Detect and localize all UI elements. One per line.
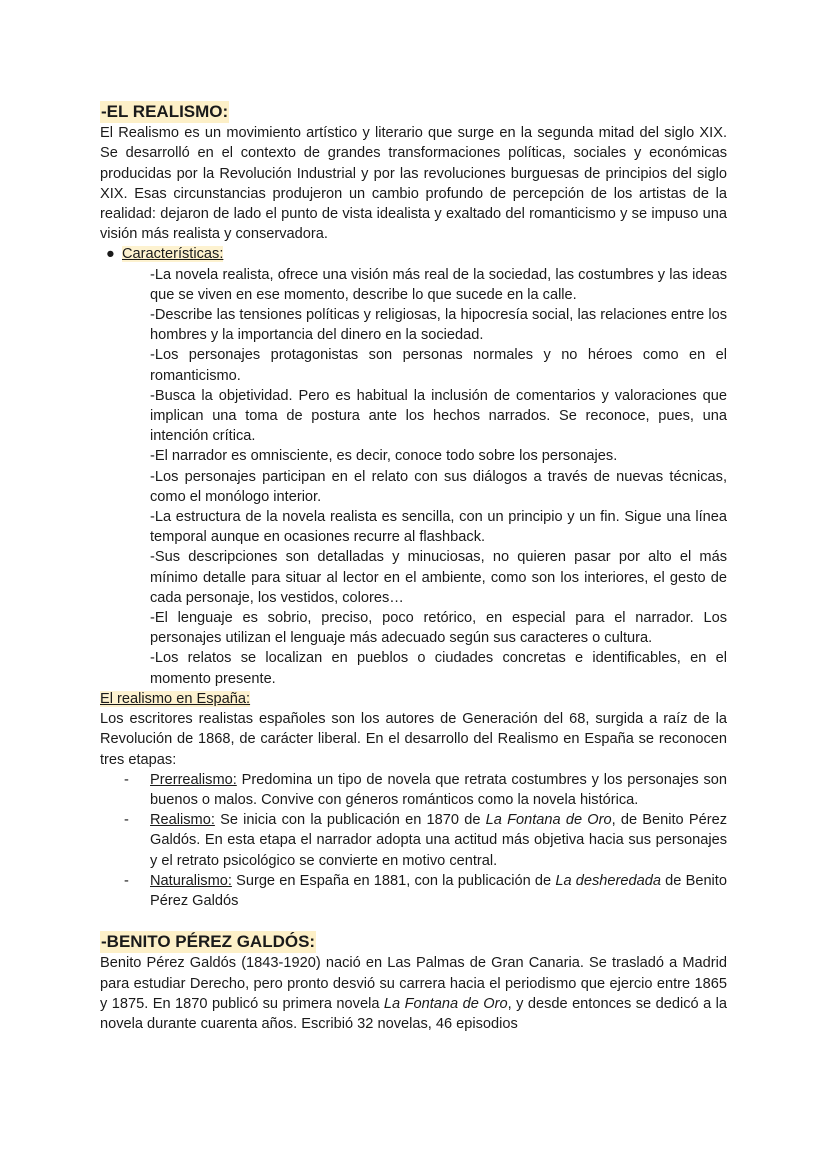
etapa-item: - Naturalismo: Surge en España en 1881, con la publicación de La desheredada de Benito Pérez Galdós: [124, 872, 727, 909]
list-item: -La estructura de la novela realista es sencilla, con un principio y un fin. Sigue una línea temporal aunque en ocasiones recurre al flashback.: [150, 509, 727, 546]
caracteristicas-label: Características:: [122, 246, 224, 263]
list-item: -Los relatos se localizan en pueblos o ciudades concretas e identificables, en el momento presente.: [150, 650, 727, 687]
list-item: -Los personajes participan en el relato con sus diálogos a través de nuevas técnicas, como el monólogo interior.: [150, 468, 727, 505]
heading-realismo: -EL REALISMO:: [101, 102, 229, 121]
list-item: -Sus descripciones son detalladas y minuciosas, no quieren pasar por alto el más mínimo detalle para situar al lector en el ambiente, como son los interiores, el gesto de cada personaje, los vestidos, colores…: [150, 549, 727, 606]
caracteristicas-bullet: [106, 244, 727, 264]
etapa-item: - Prerrealismo: Predomina un tipo de novela que retrata costumbres y los personajes son buenos o malos. Convive con géneros románticos como la novela histórica.: [124, 771, 727, 808]
document-page: [100, 101, 727, 1034]
heading-galdos: -BENITO PÉREZ GALDÓS:: [101, 932, 316, 952]
list-item: -El narrador es omnisciente, es decir, conoce todo sobre los personajes.: [150, 448, 618, 465]
list-item: -La novela realista, ofrece una visión más real de la sociedad, las costumbres y las ideas que se viven en ese momento, describe lo que sucede en la calle.: [150, 266, 727, 303]
caracteristicas-list: [150, 265, 727, 689]
realismo-intro: El Realismo es un movimiento artístico y literario que surge en la segunda mitad del siglo XIX. Se desarrolló en el contexto de grandes transformaciones políticas, sociales y económicas producidas por la Revolución Industrial y por las revoluciones burguesas de principios del siglo XIX. Esas circunstancias produjeron un cambio profundo de percepción de los artistas de la realidad: dejaron de lado el punto de vista idealista y exaltado del romanticismo y se impuso una visión más realista y conservadora.: [100, 125, 727, 243]
espana-intro: Los escritores realistas españoles son los autores de Generación del 68, surgida a raíz de la Revolución de 1868, de carácter liberal. En el desarrollo del Realismo en España se reconocen tres etapas:: [100, 711, 727, 768]
heading-espana: El realismo en España:: [100, 690, 251, 707]
galdos-text: Benito Pérez Galdós (1843-1920) nació en Las Palmas de Gran Canaria. Se trasladó a Madrid para estudiar Derecho, pero pronto desvió su carrera hacia el periodismo que ejercio entre 1865 y 1875. En 1870 publicó su primera novela La Fontana de Oro, y desde entonces se dedicó a la novela durante cuarenta años. Escribió 32 novelas, 46 episodios: [100, 955, 727, 1032]
list-item: -Busca la objetividad. Pero es habitual la inclusión de comentarios y valoraciones que implican una toma de postura ante los hechos narrados. Se reconoce, pues, una intención crítica.: [150, 387, 727, 445]
list-item: -Los personajes protagonistas son personas normales y no héroes como en el romanticismo.: [150, 347, 727, 384]
list-item: -El lenguaje es sobrio, preciso, poco retórico, en especial para el narrador. Los personajes utilizan el lenguaje más adecuado según sus caracteres o cultura.: [150, 610, 727, 647]
bullet-icon: ●: [106, 246, 115, 263]
list-item: -Describe las tensiones políticas y religiosas, la hipocresía social, las relaciones entre los hombres y la importancia del dinero en la sociedad.: [150, 307, 727, 344]
etapa-item: - Realismo: Se inicia con la publicación en 1870 de La Fontana de Oro, de Benito Pérez Galdós. En esta etapa el narrador adopta una actitud más objetiva hacia sus personajes y el retrato psicológico se convierte en motivo central.: [124, 812, 727, 869]
